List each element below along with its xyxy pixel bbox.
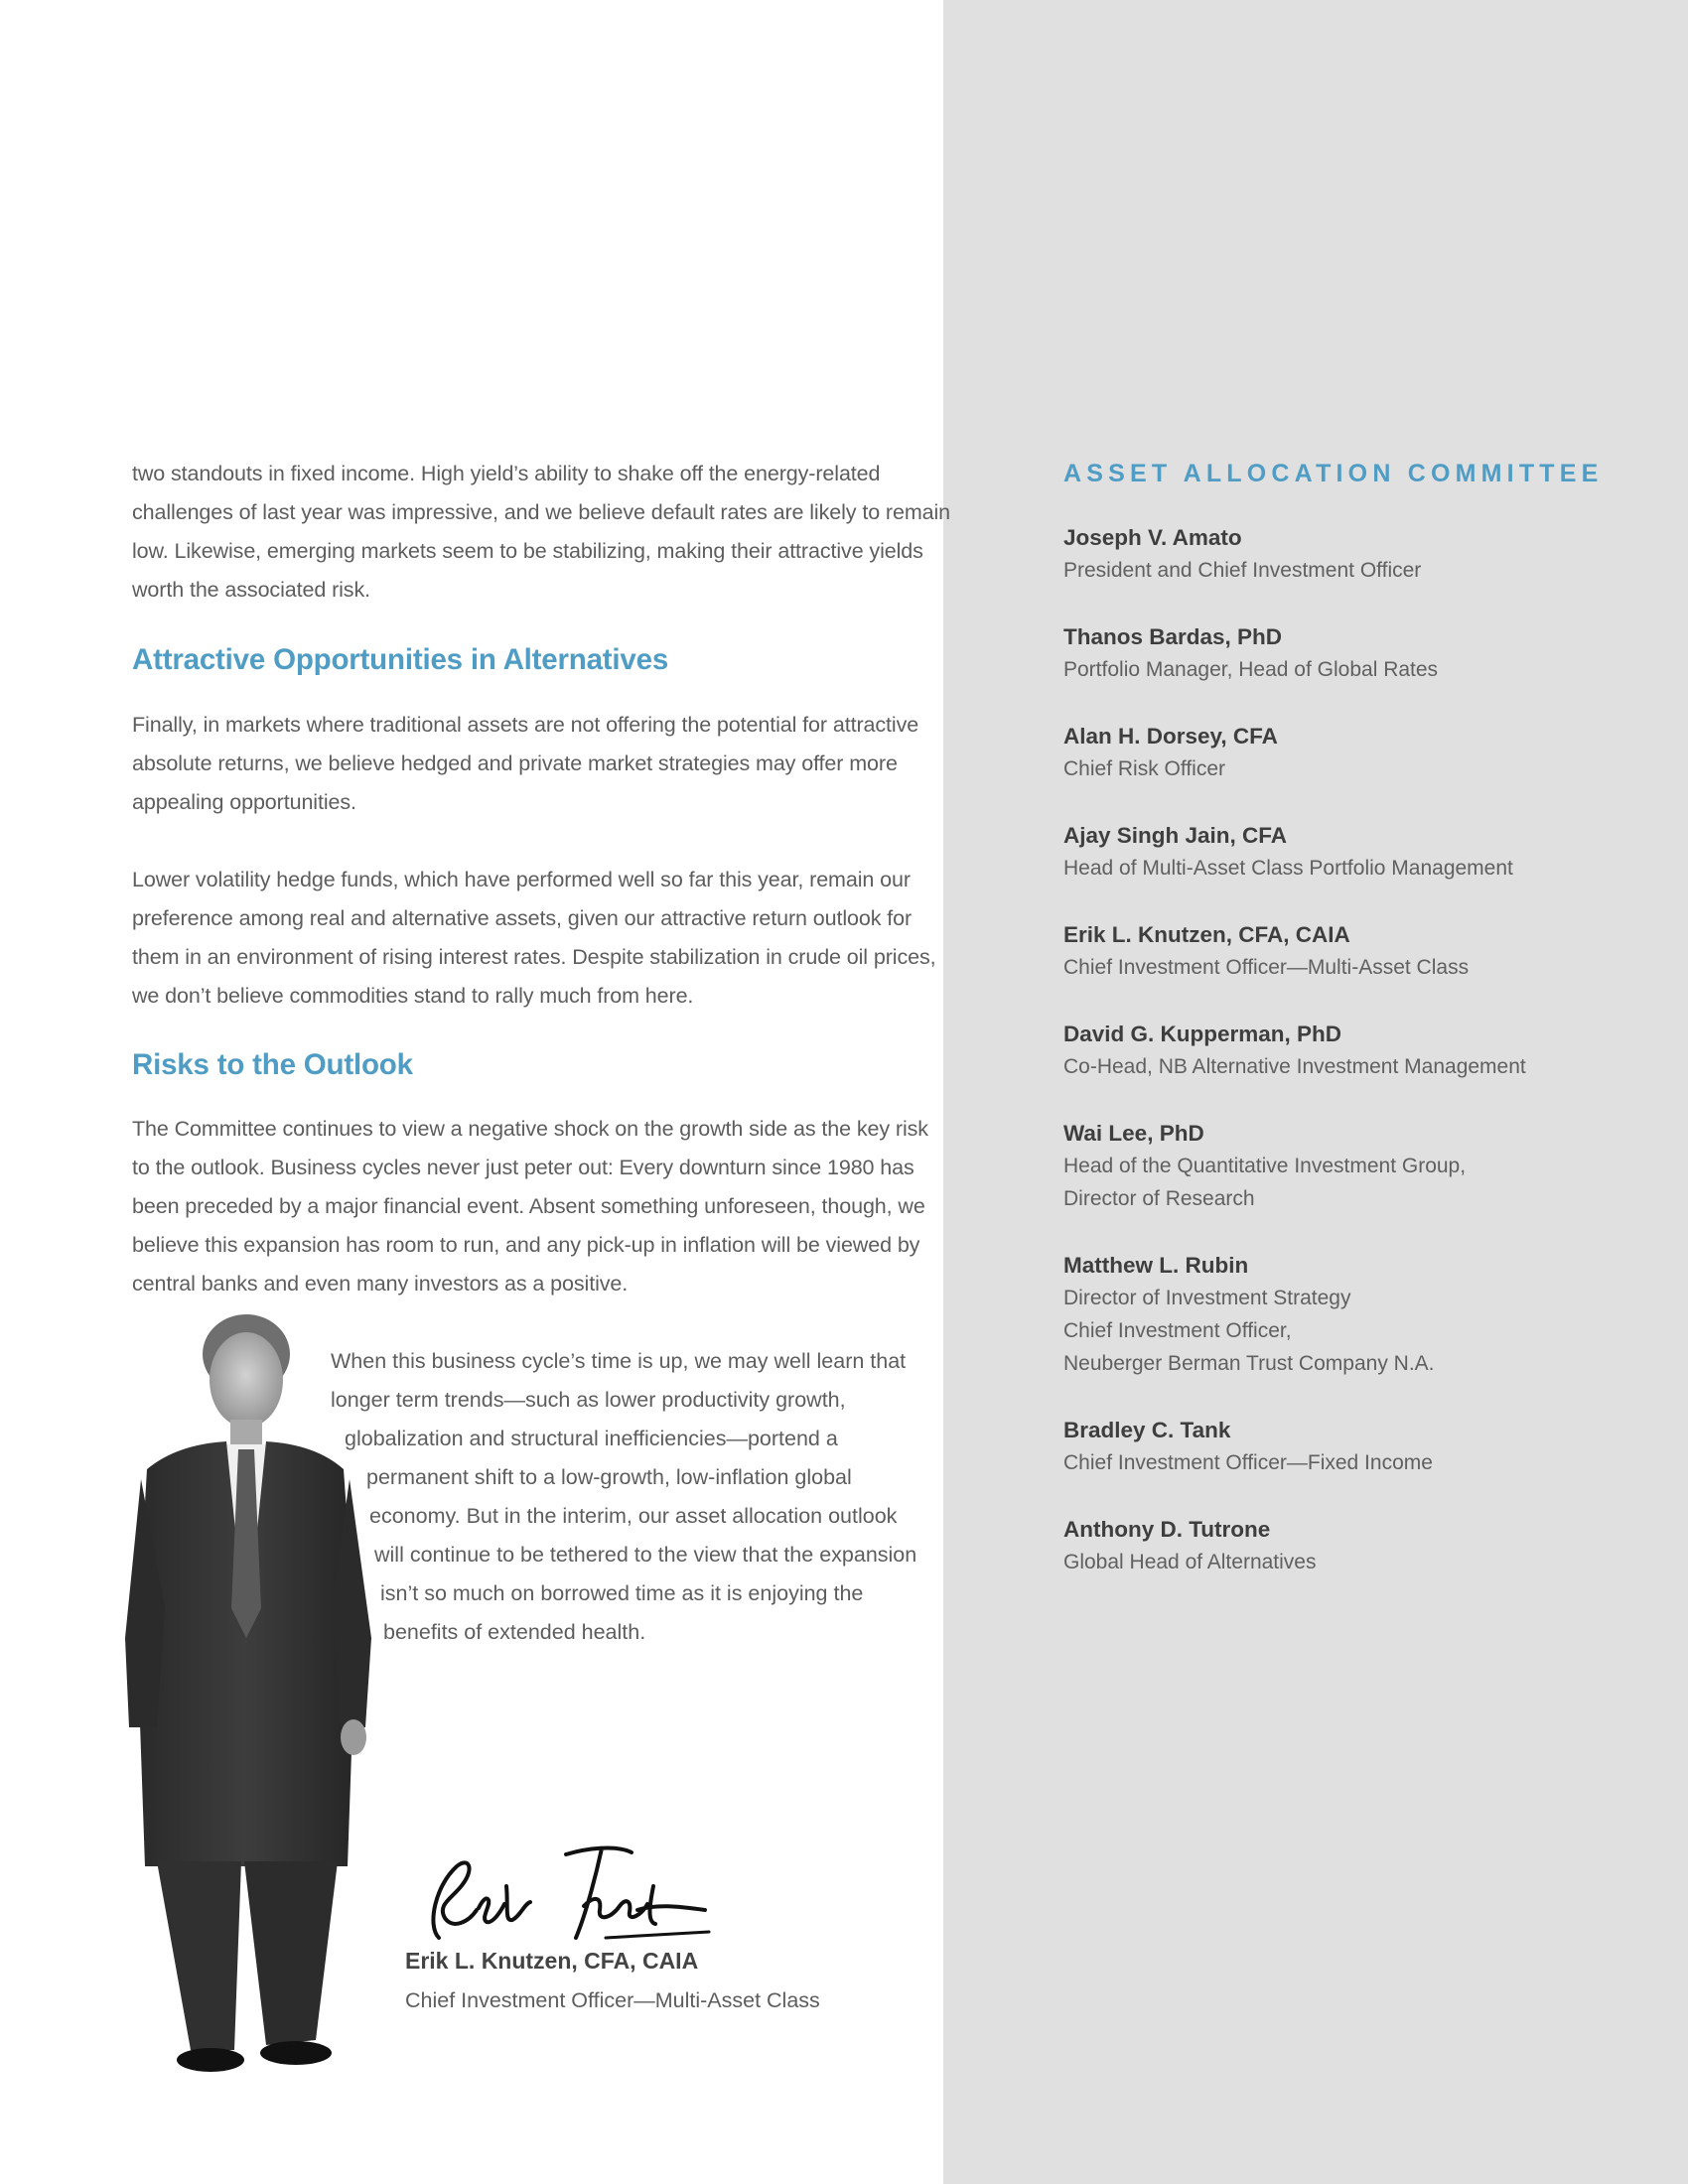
intro-line: challenges of last year was impressive, and we believe default rates are likely to remain (132, 500, 951, 524)
paragraph-line: When this business cycle’s time is up, we may well learn that (331, 1349, 907, 1373)
member-name: Alan H. Dorsey, CFA (1063, 724, 1278, 749)
committee-member (1063, 1018, 1526, 1083)
paragraph-line: economy. But in the interim, our asset allocation outlook (369, 1504, 898, 1528)
intro-line: two standouts in fixed income. High yield’s ability to shake off the energy-related (132, 462, 881, 485)
member-role: Chief Investment Officer—Fixed Income (1063, 1451, 1433, 1474)
member-name: David G. Kupperman, PhD (1063, 1022, 1342, 1046)
committee-member (1063, 918, 1469, 984)
signature-title: Chief Investment Officer—Multi-Asset Class (405, 1988, 820, 2012)
intro-line: worth the associated risk. (132, 578, 370, 602)
signature-icon (417, 1827, 715, 1956)
paragraph-line: longer term trends—such as lower productivity growth, (331, 1388, 846, 1412)
paragraph-line: central banks and even many investors as a positive. (132, 1272, 629, 1296)
paragraph-line: isn’t so much on borrowed time as it is enjoying the (380, 1581, 864, 1605)
paragraph-line: permanent shift to a low-growth, low-inflation global (366, 1465, 852, 1489)
member-role: Head of the Quantitative Investment Group, (1063, 1155, 1467, 1177)
paragraph-line: will continue to be tethered to the view that the expansion (374, 1543, 917, 1567)
risks-heading: Risks to the Outlook (132, 1048, 413, 1081)
member-role: Director of Investment Strategy (1063, 1287, 1351, 1309)
committee-member (1063, 1414, 1433, 1479)
risks-heading-wrap (132, 1048, 413, 1082)
committee-heading: ASSET ALLOCATION COMMITTEE (1063, 460, 1604, 487)
paragraph-line: them in an environment of rising interest rates. Despite stabilization in crude oil prices, (132, 945, 936, 969)
member-role: Chief Risk Officer (1063, 757, 1225, 780)
signature-name: Erik L. Knutzen, CFA, CAIA (405, 1948, 699, 1974)
member-role: President and Chief Investment Officer (1063, 559, 1422, 582)
intro-paragraph (132, 455, 950, 610)
alternatives-heading-wrap (132, 643, 668, 677)
paragraph-line: Lower volatility hedge funds, which have performed well so far this year, remain our (132, 868, 911, 891)
member-role: Head of Multi-Asset Class Portfolio Management (1063, 857, 1513, 880)
member-name: Matthew L. Rubin (1063, 1253, 1249, 1278)
committee-member (1063, 1117, 1466, 1215)
member-name: Joseph V. Amato (1063, 525, 1242, 550)
member-role: Portfolio Manager, Head of Global Rates (1063, 658, 1439, 681)
alternatives-paragraph-1 (132, 706, 918, 822)
paragraph-line: been preceded by a major financial event. Absent something unforeseen, though, we (132, 1194, 925, 1218)
member-role: Neuberger Berman Trust Company N.A. (1063, 1352, 1435, 1375)
member-role: Chief Investment Officer—Multi-Asset Class (1063, 956, 1470, 979)
paragraph-line: preference among real and alternative assets, given our attractive return outlook for (132, 906, 913, 930)
member-name: Anthony D. Tutrone (1063, 1517, 1271, 1542)
committee-member (1063, 620, 1438, 686)
alternatives-heading: Attractive Opportunities in Alternatives (132, 643, 669, 676)
intro-line: low. Likewise, emerging markets seem to be stabilizing, making their attractive yields (132, 539, 923, 563)
member-name: Erik L. Knutzen, CFA, CAIA (1063, 922, 1350, 947)
risks-paragraph (132, 1110, 928, 1303)
paragraph-line: absolute returns, we believe hedged and private market strategies may offer more (132, 751, 898, 775)
paragraph-line: we don’t believe commodities stand to rally much from here. (132, 984, 694, 1008)
paragraph-line: globalization and structural inefficiencies—portend a (345, 1427, 838, 1450)
committee-member (1063, 1249, 1435, 1380)
paragraph-line: The Committee continues to view a negative shock on the growth side as the key risk (132, 1117, 928, 1141)
member-name: Ajay Singh Jain, CFA (1063, 823, 1288, 848)
member-role: Co-Head, NB Alternative Investment Management (1063, 1055, 1526, 1078)
member-name: Wai Lee, PhD (1063, 1121, 1204, 1146)
committee-member (1063, 521, 1421, 587)
member-role: Director of Research (1063, 1187, 1255, 1210)
paragraph-line: believe this expansion has room to run, and any pick-up in inflation will be viewed by (132, 1233, 920, 1257)
member-role: Global Head of Alternatives (1063, 1551, 1317, 1573)
member-role: Chief Investment Officer, (1063, 1319, 1292, 1342)
alternatives-paragraph-2 (132, 861, 936, 1016)
committee-member (1063, 1513, 1316, 1578)
executive-portrait (117, 1310, 385, 2085)
paragraph-line: appealing opportunities. (132, 790, 356, 814)
paragraph-line: to the outlook. Business cycles never just peter out: Every downturn since 1980 has (132, 1156, 914, 1179)
committee-sidebar (943, 0, 1688, 2184)
paragraph-line: Finally, in markets where traditional assets are not offering the potential for attractive (132, 713, 919, 737)
committee-member (1063, 720, 1278, 785)
member-name: Bradley C. Tank (1063, 1418, 1231, 1442)
committee-member (1063, 819, 1513, 885)
paragraph-line: benefits of extended health. (383, 1620, 646, 1644)
member-name: Thanos Bardas, PhD (1063, 624, 1283, 649)
